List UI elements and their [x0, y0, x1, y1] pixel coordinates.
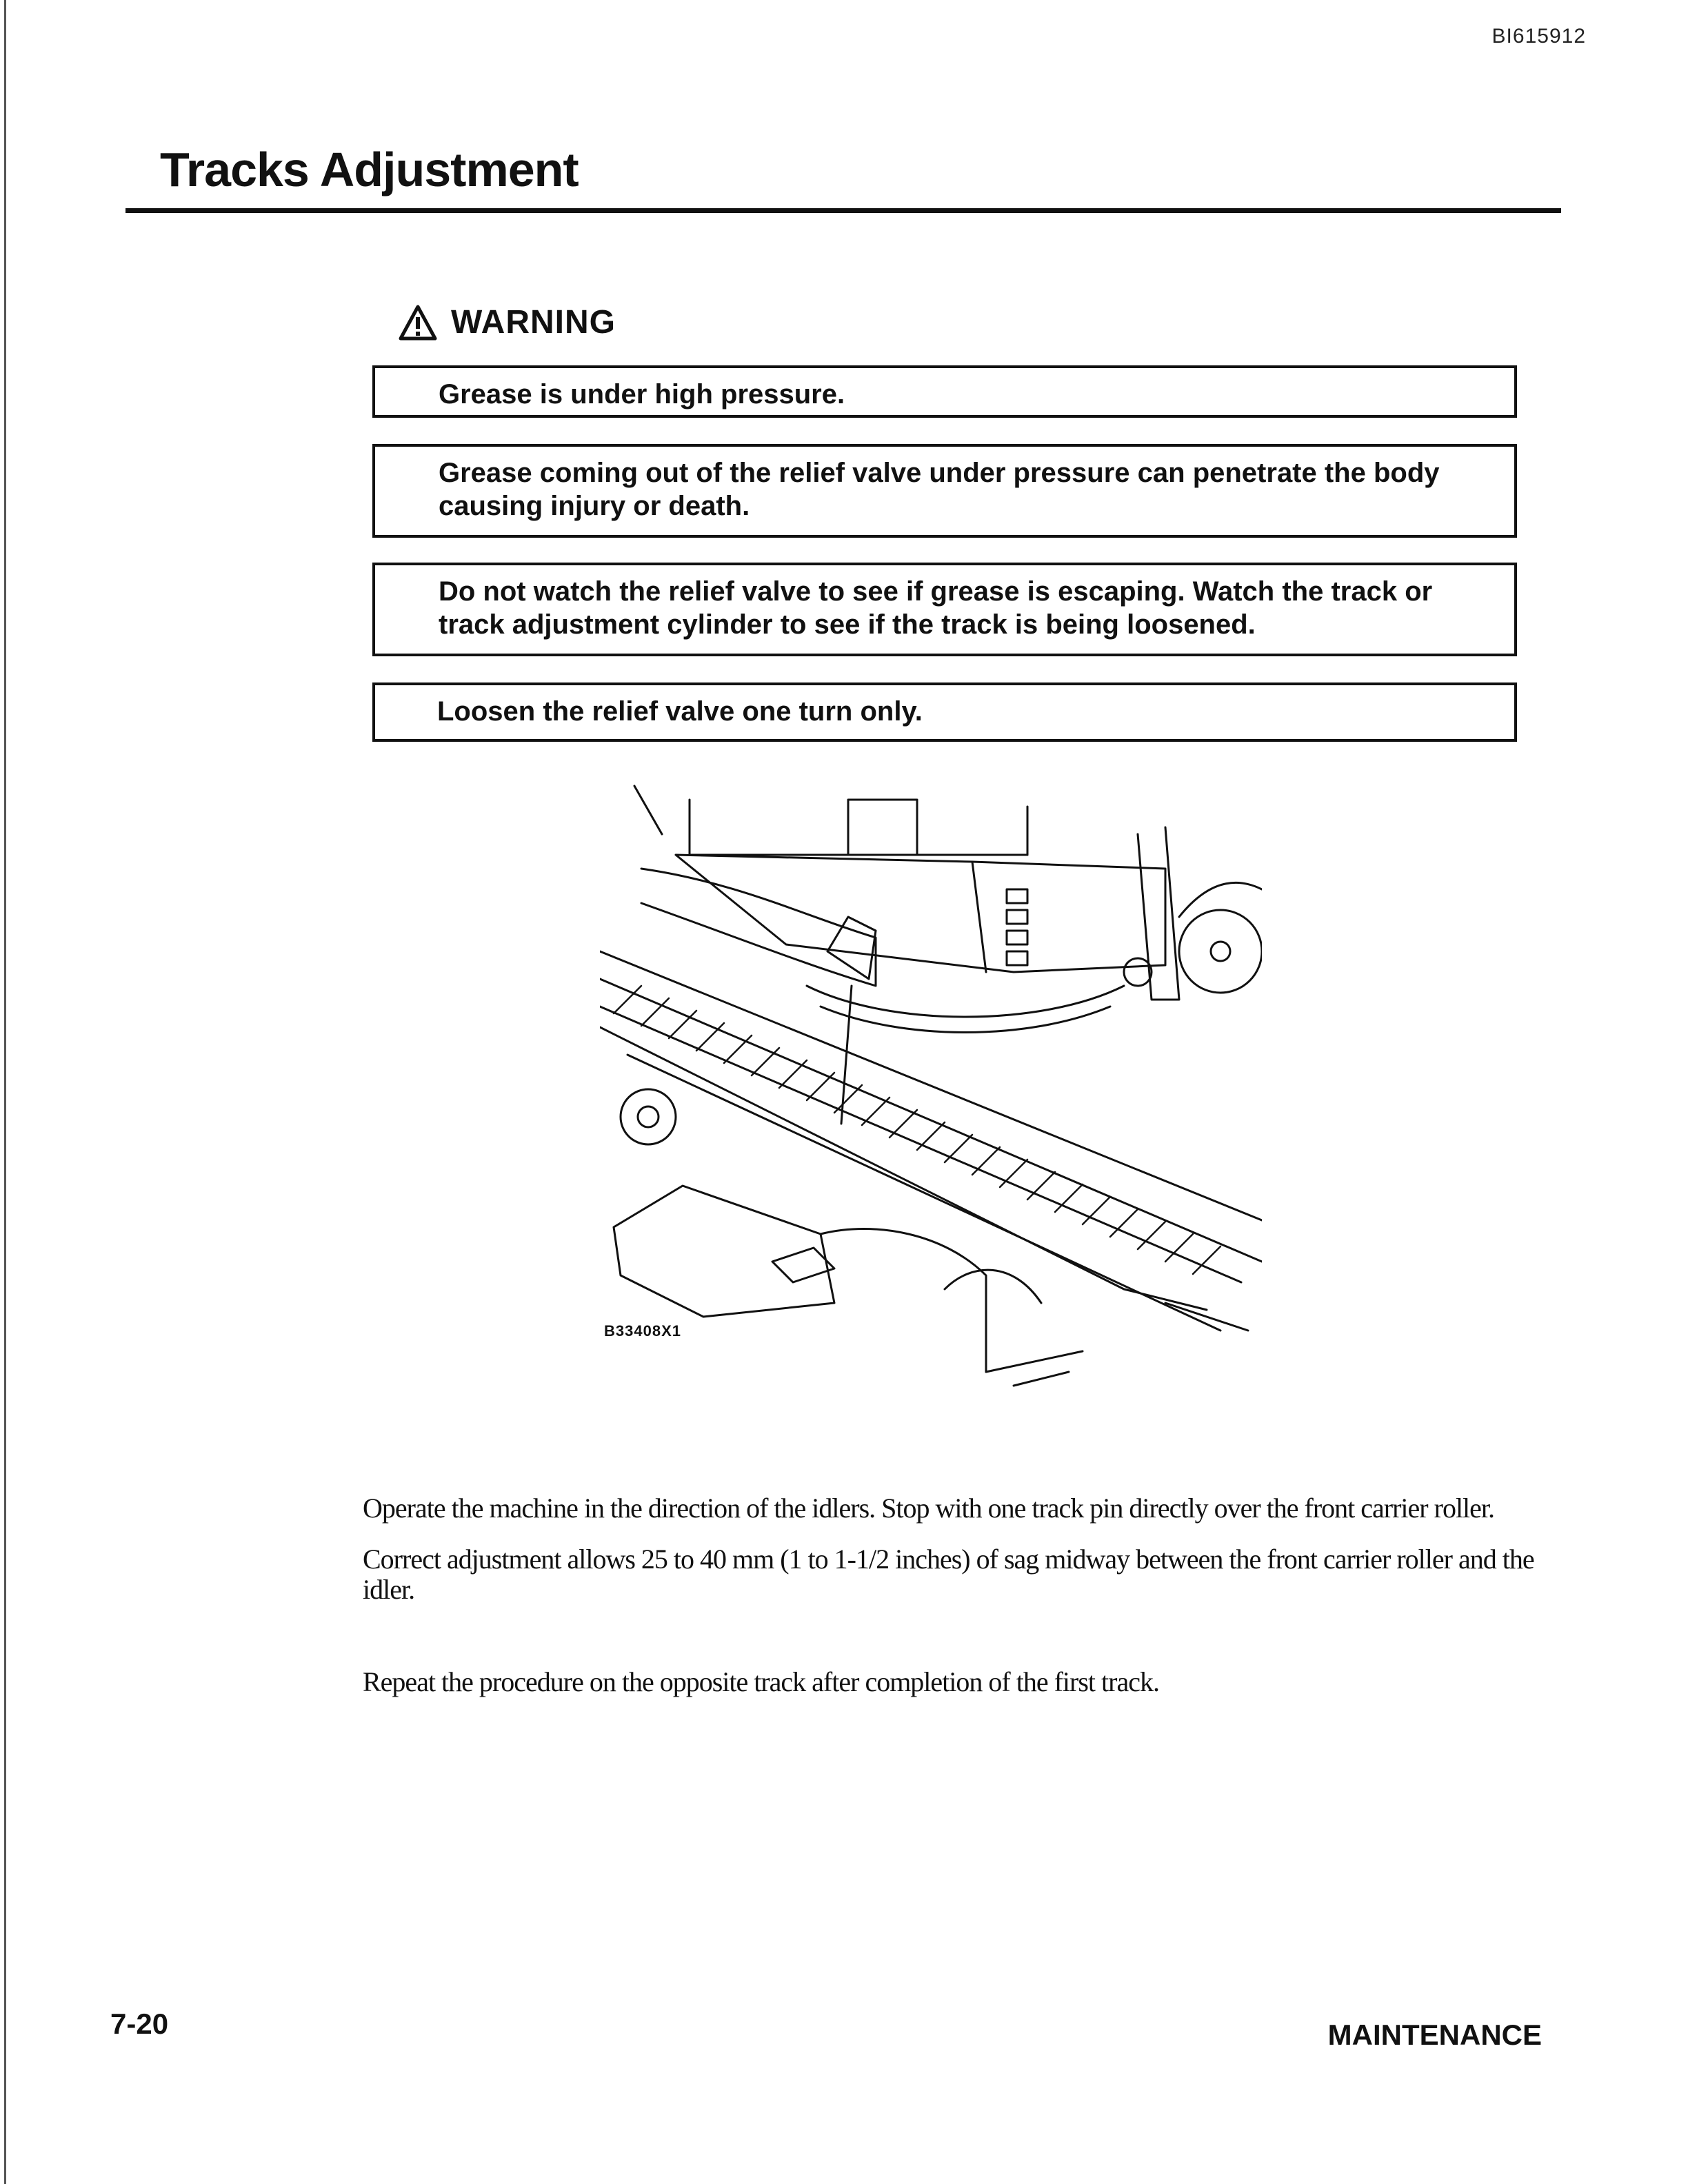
paragraph-adjustment: Correct adjustment allows 25 to 40 mm (1 to 1-1/2 inches) of sag midway between the front carrier roller and the idler. [363, 1544, 1534, 1605]
paragraph-repeat: Repeat the procedure on the opposite track after completion of the first track. [363, 1666, 1159, 1697]
warning-box-high-pressure: Grease is under high pressure. [372, 365, 1517, 418]
warning-heading-text: WARNING [451, 304, 616, 341]
figure-code: B33408X1 [604, 1322, 681, 1339]
document-id: BI615912 [1491, 25, 1586, 48]
section-name: MAINTENANCE [1327, 2019, 1542, 2051]
warning-box-injury: Grease coming out of the relief valve under pressure can penetrate the body causing injury or death. [372, 444, 1517, 538]
track-adjustment-illustration [600, 779, 1262, 1399]
warning-triangle-icon [399, 305, 437, 341]
page-title: Tracks Adjustment [160, 143, 579, 196]
title-rule [125, 208, 1561, 213]
page-number: 7-20 [110, 2008, 169, 2040]
paragraph-operate: Operate the machine in the direction of the idlers. Stop with one track pin directly over the front carrier roller. [363, 1493, 1495, 1524]
warning-box-loosen-one-turn: Loosen the relief valve one turn only. [372, 682, 1517, 742]
left-margin-line [4, 0, 6, 2184]
warning-box-do-not-watch: Do not watch the relief valve to see if grease is escaping. Watch the track or track adjustment cylinder to see if the track is being loosened. [372, 563, 1517, 656]
warning-heading [399, 303, 616, 341]
